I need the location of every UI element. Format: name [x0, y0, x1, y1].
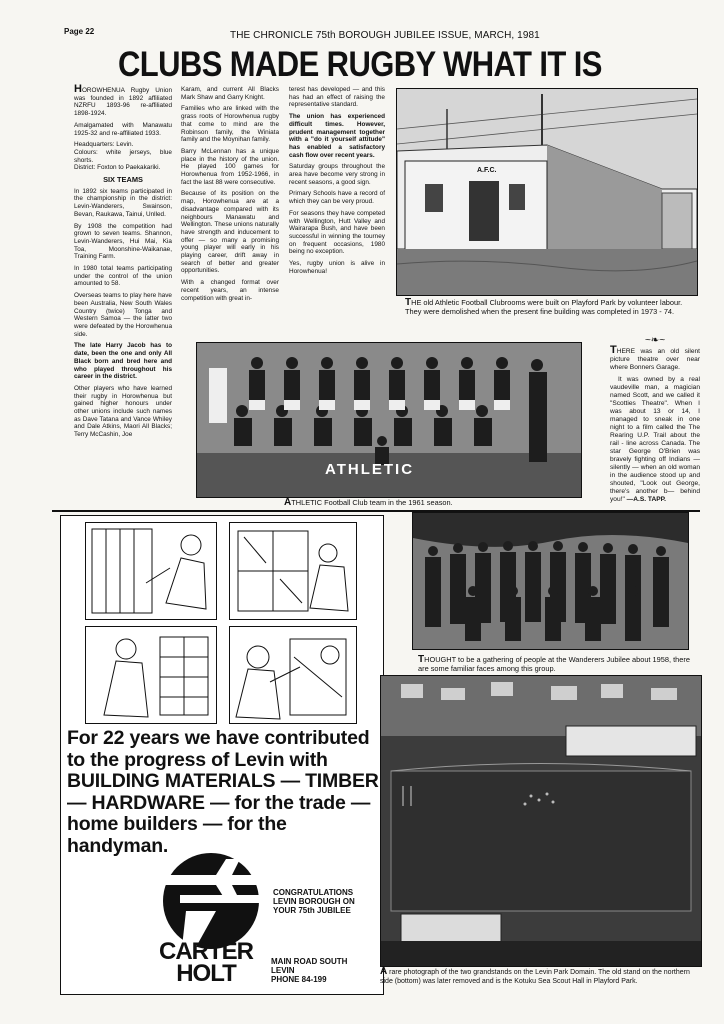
ad-brand-name: CARTER HOLT — [159, 938, 253, 987]
clubrooms-illustration — [397, 89, 697, 295]
grandstand-illustration — [381, 676, 701, 966]
col2-p4: Because of its position on the map, Horowhenua are at a disadvantage compared with its neighbours Manawatu and Wellington. These unions naturally have strength and inducement to offer — so many a promising young player will early in his playing career, drift away in search of better and greater opportunities. — [181, 190, 279, 275]
col1-p1: HOROWHENUA Rugby Union was founded in 1892 affiliated NZRFU 1893-96 re-affiliated 1898-1924. — [74, 83, 172, 118]
col1-p4: Colours: white jerseys, blue shorts. — [74, 148, 172, 164]
col1-p5: District: Foxton to Paekakariki. — [74, 164, 161, 172]
wanderers-caption: THOUGHT to be a gathering of people at the Wanderers Jubilee about 1958, there are some familiar faces among this group. — [418, 654, 690, 673]
carter-holt-advertisement — [60, 515, 384, 995]
clubrooms-sign: A.F.C. — [477, 167, 497, 174]
ad-drawing-painting — [229, 626, 357, 724]
ad-drawing-window-frame — [85, 522, 217, 620]
article-column-2 — [181, 86, 279, 306]
col1-p10: The late Harry Jacob has to date, been the one and only All Black born and bred here and who played throughout his career in the district. — [74, 342, 172, 381]
wanderers-photo — [412, 512, 689, 650]
anecdote-lead: THERE was an old silent picture theatre over near where Bonners Garage. — [610, 344, 700, 371]
col3-p4: Primary Schools have a record of which they can be very proud. — [289, 190, 385, 206]
headline: CLUBS MADE RUGBY WHAT IT IS — [118, 44, 602, 85]
team-photo — [196, 342, 582, 498]
col3-p3: Saturday groups throughout the area have become very strong in recent seasons, a good sign. — [289, 163, 385, 186]
carter-holt-arrow-logo — [156, 851, 266, 951]
col2-p1: Karam, and current All Blacks Mark Shaw and Garry Knight. — [181, 86, 279, 101]
ad-drawing-glazing — [229, 522, 357, 620]
col1-p9: Overseas teams to play here have been Australia, New South Wales Country (twice) Tonga and Western Samoa — the latter two were defeated by the Horowhenua side. — [74, 292, 172, 338]
team-banner: ATHLETIC — [325, 461, 415, 478]
col2-p2: Families who are linked with the grass roots of Horowhenua rugby that come to mind are the Robinson family, the Winiata family and the Moynihan family. — [181, 105, 279, 144]
col1-p11: Other players who have learned their rugby in Horowhenua but gained higher honours under other unions include such names as Dave Tatana and Vance Whiley and Dale Atkins, Maori All Blacks; Terry McCashin, Joe — [74, 384, 172, 439]
col3-p6: Yes, rugby union is alive in Horowhenua! — [289, 260, 385, 275]
ad-slogan: For 22 years we have contributed to the progress of Levin with BUILDING MATERIALS — TIMBER — HARDWARE — for the trade — home builders — for the handyman. — [67, 727, 379, 857]
ad-drawing-carpentry — [85, 626, 217, 724]
grandstand-caption: A rare photograph of the two grandstands on the Levin Park Domain. The old stand on the northern side (bottom) was later removed and is the Kotuku Sea Scout Hall in Playford Park. — [380, 966, 690, 985]
col1-p7: By 1908 the competition had grown to seven teams. Shannon, Levin-Wanderers, Hui Mai, Kia Toa, Moonshine-Waikanae, Training Farm. — [74, 222, 172, 261]
masthead: THE CHRONICLE 75th BOROUGH JUBILEE ISSUE, MARCH, 1981 — [230, 30, 540, 41]
anecdote-column — [610, 346, 700, 508]
col1-p6: In 1892 six teams participated in the championship in the district: Levin-Wanderers, Swainson, Bevan, Raukawa, Tainui, Unlled. — [74, 187, 172, 218]
clubrooms-caption: THE old Athletic Football Clubrooms were built on Playford Park by volunteer labour. They were demolished when the present fine building was completed in 1973 - 74. — [405, 297, 683, 316]
col2-p5: With a changed format over recent years, an intense competition with great in- — [181, 279, 279, 302]
col3-p5: For seasons they have competed with Wellington, Hutt Valley and Wairarapa Bush, and have been successful in winning the tourney on frequent occasions, 1980 being no exception. — [289, 209, 385, 256]
ad-address: MAIN ROAD SOUTH LEVIN PHONE 84-199 — [271, 957, 348, 984]
ad-congratulations: CONGRATULATIONS LEVIN BOROUGH ON YOUR 75th JUBILEE — [273, 888, 355, 915]
col1-p2: Amalgamated with Manawatu 1925-32 and re-affiliated 1933. — [74, 121, 172, 137]
article-column-1 — [74, 83, 172, 443]
col1-p8: In 1980 total teams participating under the control of the union amounted to 58. — [74, 265, 172, 288]
clubrooms-photo — [396, 88, 698, 296]
anecdote-body: It was owned by a real vaudeville man, a magician named Scott, and we called it "Scotties Theatre". When I was about 13 or 14, I managed to sneak in one night to a film called the The Rearing U.P. Trail about the rail - line across Canada. The star George O'Brien was bravely fighting off Indians — silently — when an old woman in the audience stood up and shouted, "Look out George, there's another b— behind you!" —A.S. TAPP. — [610, 376, 700, 503]
col3-p1: terest has developed — and this has had an effect of raising the representative standard. — [289, 86, 385, 109]
article-column-3 — [289, 86, 385, 279]
col1-p3: Headquarters: Levin. — [74, 141, 134, 149]
subhead-six-teams: SIX TEAMS — [103, 175, 143, 185]
page-number: Page 22 — [64, 27, 95, 36]
col2-p3: Barry McLennan has a unique place in the history of the union. He played 100 games for Horowhenua from 1952-1966, in fact the last 88 were consecutive. — [181, 147, 279, 186]
fleuron-icon: ~❧~ — [644, 335, 666, 346]
grandstand-photo — [380, 675, 702, 967]
col3-p2: The union has experienced difficult times. However, prudent management together with a "do it yourself attitude" has enabled a satisfactory cash flow over recent years. — [289, 113, 385, 159]
wanderers-illustration — [413, 513, 688, 649]
team-caption: ATHLETIC Football Club team in the 1961 season. — [284, 497, 453, 508]
